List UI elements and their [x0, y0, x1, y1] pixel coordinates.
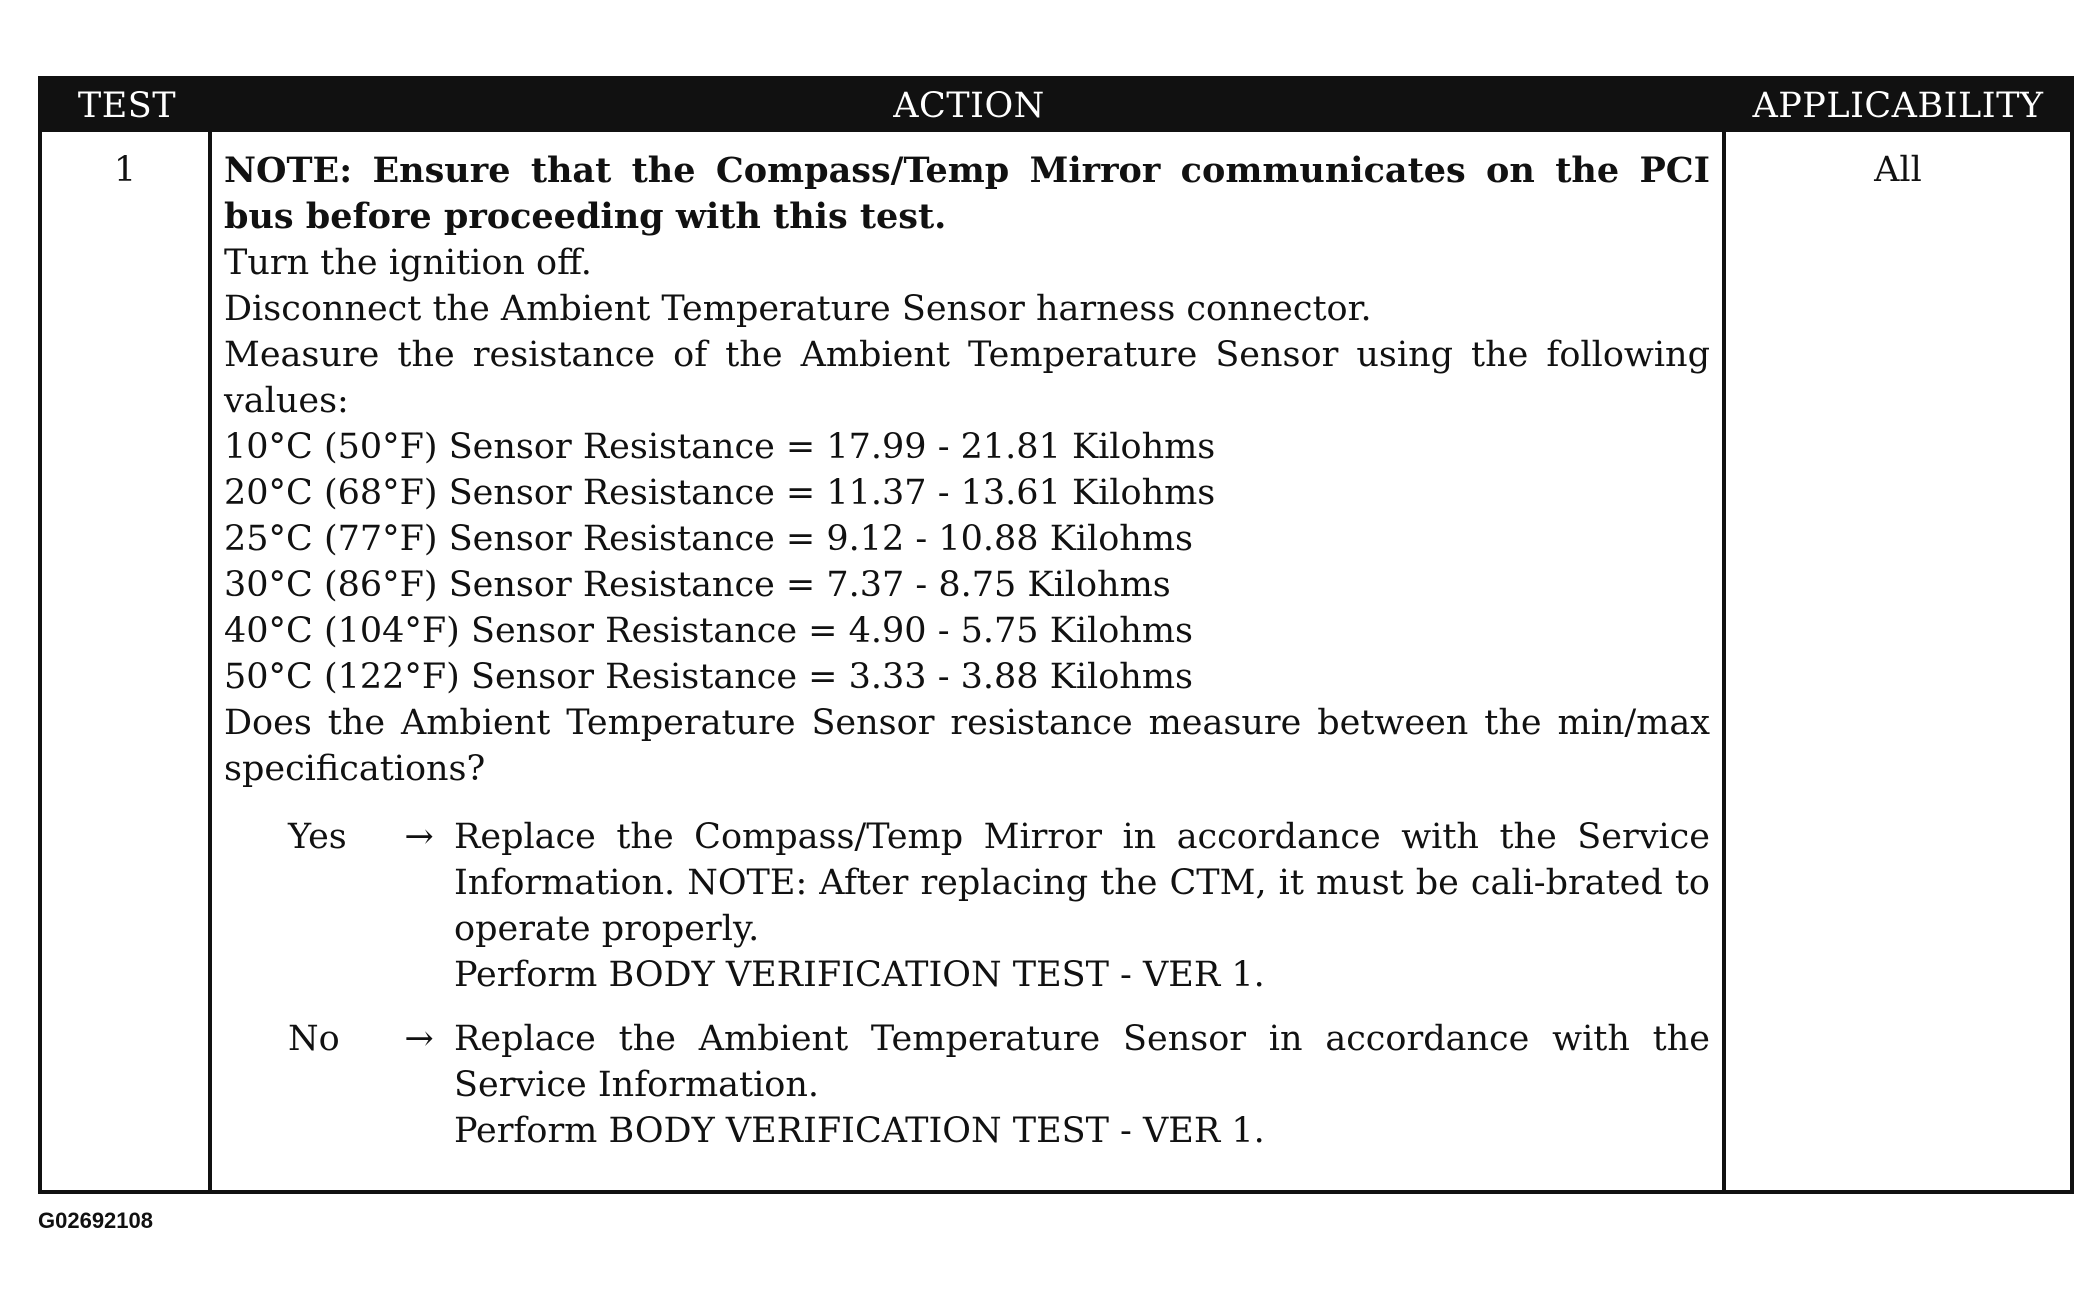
header-action: ACTION [893, 86, 1045, 126]
step-disconnect-connector: Disconnect the Ambient Temperature Sensor harness connector. [224, 289, 1372, 329]
table-header-row [42, 80, 2070, 132]
diagnostic-test-table [38, 76, 2074, 1194]
step-measure-resistance: Measure the resistance of the Ambient Temperature Sensor using the following values: [224, 335, 1710, 421]
right-arrow-icon: → [404, 817, 434, 857]
spec-line: 50°C (122°F) Sensor Resistance = 3.33 - 3.88 Kilohms [224, 657, 1193, 697]
table-row [42, 132, 2070, 1190]
outcome-no-perform: Perform BODY VERIFICATION TEST - VER 1. [454, 1111, 1265, 1151]
right-arrow-icon: → [404, 1019, 434, 1059]
spec-line: 20°C (68°F) Sensor Resistance = 11.37 - 13.61 Kilohms [224, 473, 1216, 513]
outcome-label [224, 1016, 384, 1154]
outcome-no-text [454, 1016, 1710, 1154]
header-applicability: APPLICABILITY [1752, 86, 2044, 126]
outcome-yes-text [454, 814, 1710, 998]
figure-id: G02692108 [38, 1208, 153, 1233]
action-cell [212, 132, 1726, 1190]
spec-line: 40°C (104°F) Sensor Resistance = 4.90 - 5.75 Kilohms [224, 611, 1193, 651]
outcome-yes-instruction: Replace the Compass/Temp Mirror in accordance with the Service Information. NOTE: After replacing the CTM, it must be cali-brated to operate properly. [454, 817, 1710, 949]
spec-line: 30°C (86°F) Sensor Resistance = 7.37 - 8.75 Kilohms [224, 565, 1171, 605]
spec-line: 10°C (50°F) Sensor Resistance = 17.99 - 21.81 Kilohms [224, 427, 1216, 467]
action-note: NOTE: Ensure that the Compass/Temp Mirror communicates on the PCI bus before proceeding with this test. [224, 150, 1710, 237]
outcome-yes-label: Yes [288, 817, 347, 857]
applicability-value: All [1874, 150, 1922, 190]
outcome-yes [224, 814, 1710, 998]
spec-line: 25°C (77°F) Sensor Resistance = 9.12 - 10.88 Kilohms [224, 519, 1193, 559]
test-number: 1 [42, 132, 212, 1190]
test-question: Does the Ambient Temperature Sensor resistance measure between the min/max specifications? [224, 703, 1710, 789]
outcome-label [224, 814, 384, 998]
outcome-no-instruction: Replace the Ambient Temperature Sensor in accordance with the Service Information. [454, 1019, 1710, 1105]
outcome-no [224, 1016, 1710, 1154]
outcome-no-label: No [288, 1019, 340, 1059]
header-test: TEST [77, 86, 177, 126]
outcome-yes-perform: Perform BODY VERIFICATION TEST - VER 1. [454, 955, 1265, 995]
step-ignition-off: Turn the ignition off. [224, 243, 592, 283]
